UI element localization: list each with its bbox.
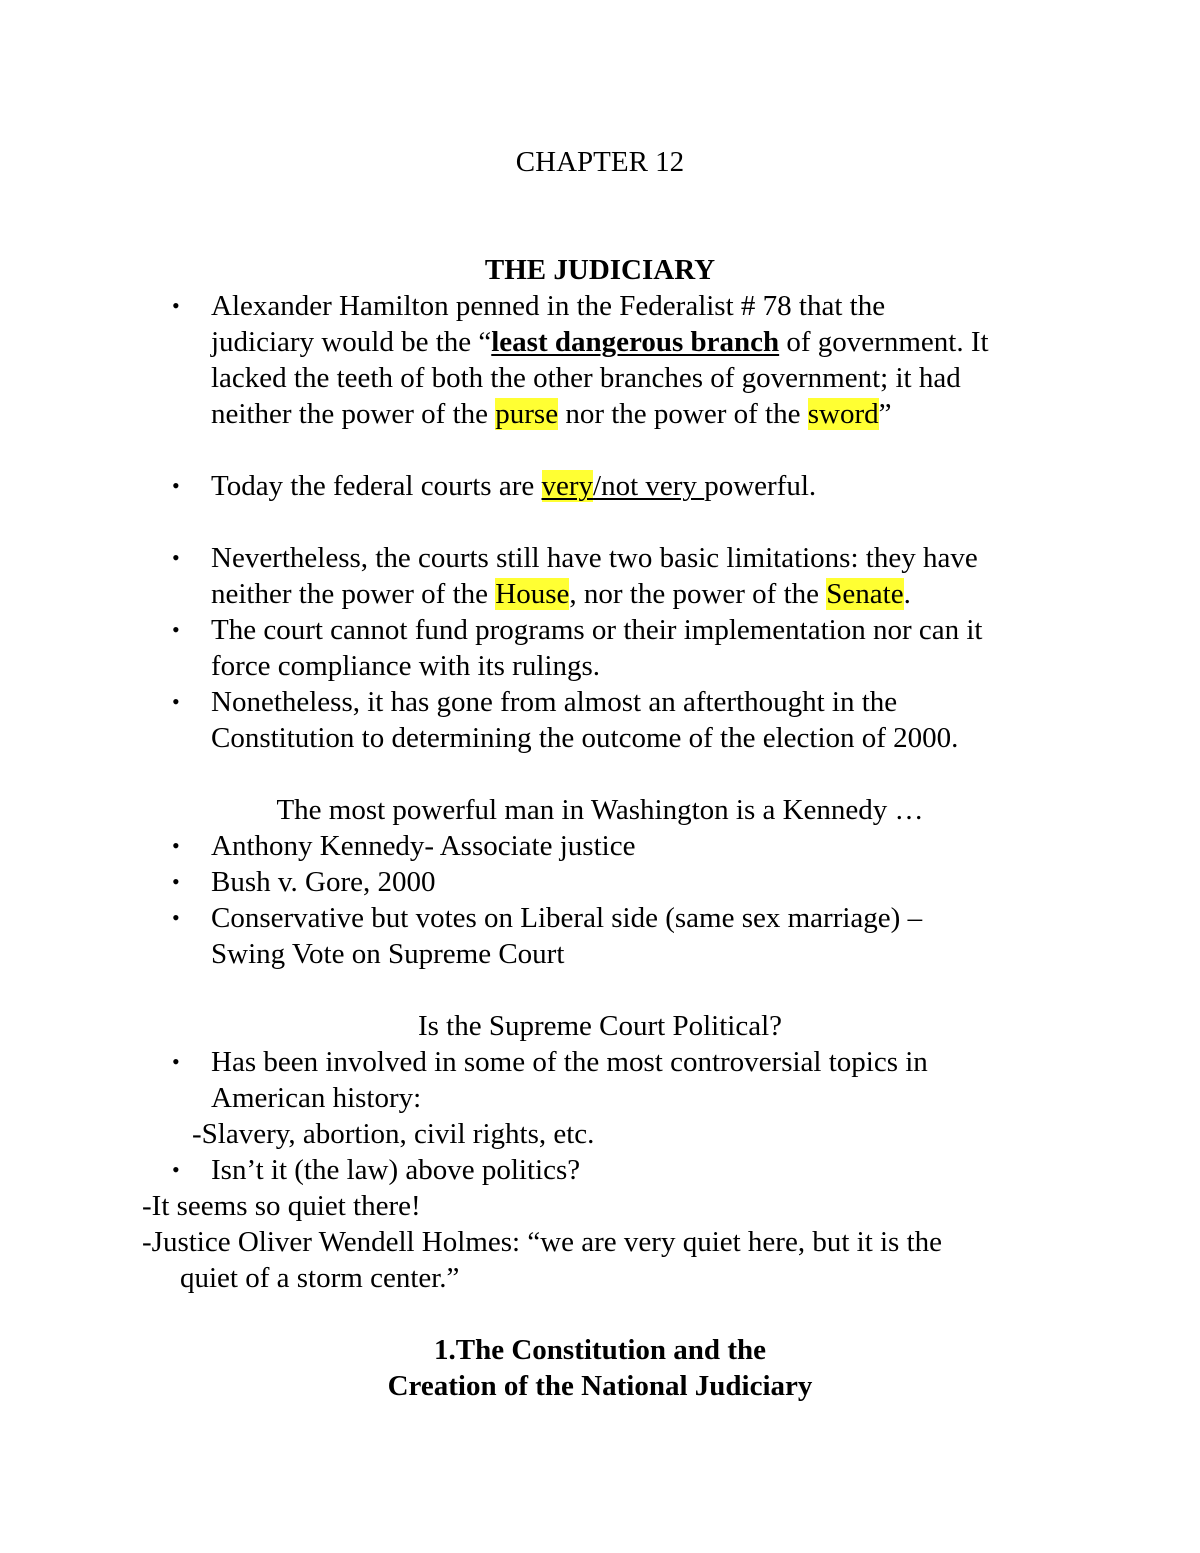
dash-item-2-line-1: -Justice Oliver Wendell Holmes: “we are very quiet here, but it is the [142,1226,943,1258]
kennedy-item-3-line-1: Conservative but votes on Liberal side (same sex marriage) – [211,902,923,934]
political-item-2: Isn’t it (the law) above politics? [211,1154,581,1186]
bullet-marker: • [172,689,180,714]
fund-line-2: force compliance with its rulings. [211,650,600,682]
kennedy-item-1: Anthony Kennedy- Associate justice [211,830,636,862]
text-run: neither the power of the [211,398,496,430]
highlight-house: House [495,578,570,610]
fund-line-1: The court cannot fund programs or their implementation nor can it [211,614,983,646]
bullet-marker: • [172,293,180,318]
bullet-marker: • [172,905,180,930]
highlight-very: very [541,470,594,502]
highlight-sword: sword [807,398,879,430]
bullet-marker: • [172,473,180,498]
chapter-heading: CHAPTER 12 [515,146,685,178]
text-run: powerful. [704,470,817,502]
bullet-marker: • [172,1157,180,1182]
political-item-1-line-1: Has been involved in some of the most controversial topics in [211,1046,928,1078]
text-run: , nor the power of the [569,578,827,610]
text-run: judiciary would be the “ [211,326,492,358]
text-run: Today the federal courts are [211,470,542,502]
limits-line-2 [211,576,911,612]
dash-item-2-line-2: quiet of a storm center.” [180,1262,460,1294]
hamilton-line-4 [211,396,892,432]
bullet-marker: • [172,1049,180,1074]
text-run: nor the power of the [558,398,808,430]
hamilton-line-2 [211,324,989,360]
bullet-marker: • [172,869,180,894]
kennedy-item-2: Bush v. Gore, 2000 [211,866,436,898]
bullet-marker: • [172,545,180,570]
kennedy-item-3-line-2: Swing Vote on Supreme Court [211,938,565,970]
highlight-senate: Senate [826,578,904,610]
political-sub-item: -Slavery, abortion, civil rights, etc. [192,1118,595,1150]
hamilton-line-3: lacked the teeth of both the other branches of government; it had [211,362,961,394]
underlined-not-very: /not very [593,470,705,502]
highlight-purse: purse [495,398,559,430]
section-1-heading-line-1: 1.The Constitution and the [434,1334,766,1366]
hamilton-line-1: Alexander Hamilton penned in the Federalist # 78 that the [211,290,886,322]
afterthought-line-2: Constitution to determining the outcome of the election of 2000. [211,722,959,754]
limits-line-1: Nevertheless, the courts still have two basic limitations: they have [211,542,978,574]
political-item-1-line-2: American history: [211,1082,422,1114]
section-title: THE JUDICIARY [484,254,716,286]
dash-item-1: -It seems so quiet there! [142,1190,421,1222]
text-run: neither the power of the [211,578,496,610]
section-1-heading-line-2: Creation of the National Judiciary [387,1370,813,1402]
today-line [211,468,816,504]
emphasis-least-dangerous-branch: least dangerous branch [491,326,780,358]
bullet-marker: • [172,617,180,642]
text-run: . [903,578,911,610]
bullet-marker: • [172,833,180,858]
text-run: of government. It [779,326,989,358]
text-run: ” [878,398,892,430]
political-heading: Is the Supreme Court Political? [417,1010,783,1042]
afterthought-line-1: Nonetheless, it has gone from almost an afterthought in the [211,686,898,718]
kennedy-heading: The most powerful man in Washington is a Kennedy … [276,794,924,826]
